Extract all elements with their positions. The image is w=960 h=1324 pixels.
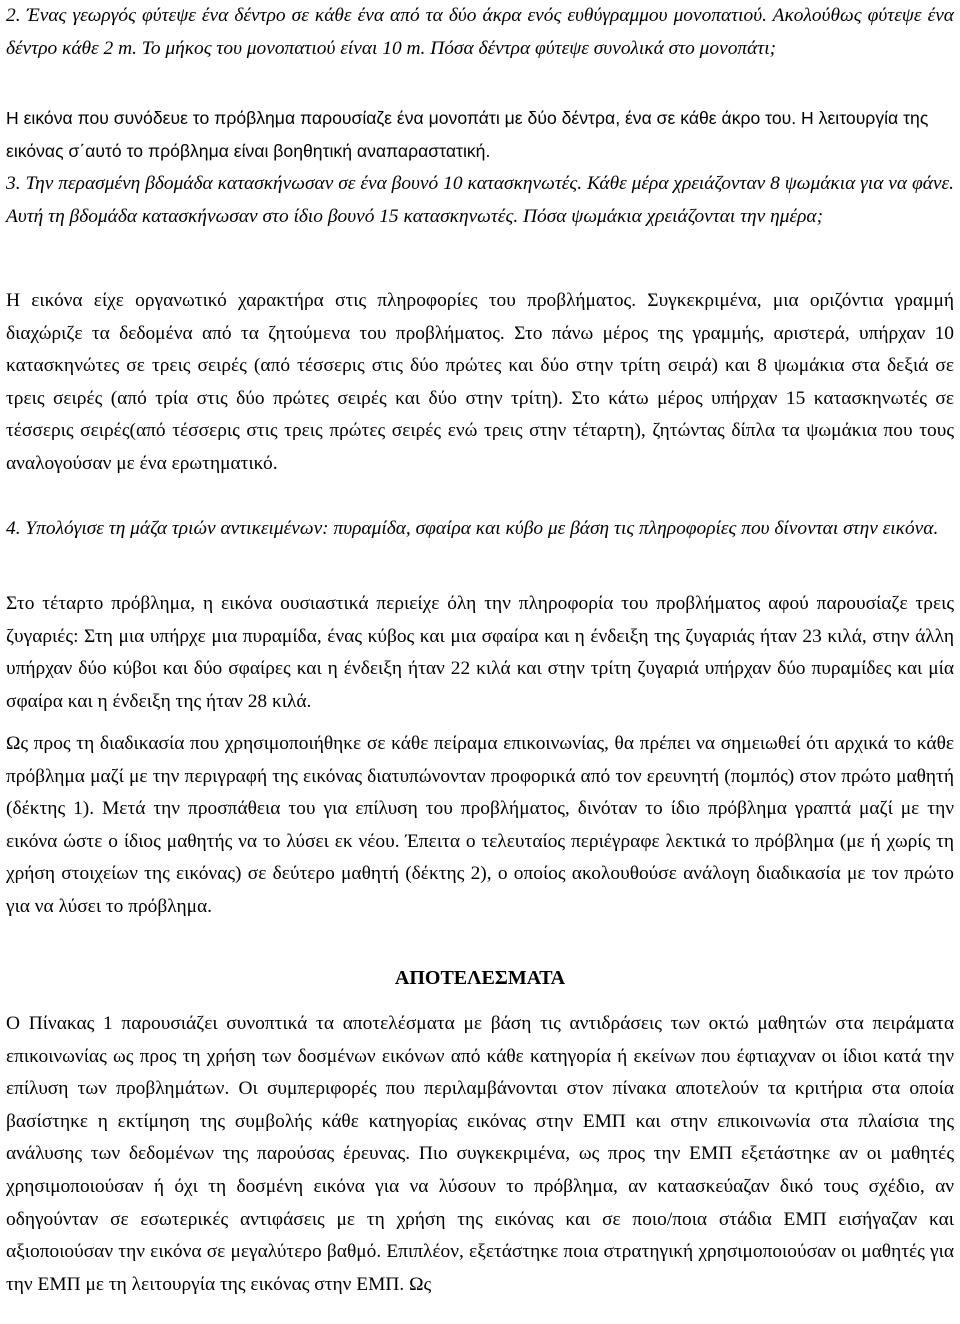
problem-2-image-description: Η εικόνα που συνόδευε το πρόβλημα παρουσίαζε ένα μονοπάτι με δύο δέντρα, ένα σε κάθε άκρο του. Η λειτουργία της εικόνας σ΄αυτό το πρόβλημα είναι βοηθητική αναπαραστατική. — [6, 108, 929, 161]
results-heading: ΑΠΟΤΕΛΕΣΜΑΤΑ — [394, 967, 566, 989]
procedure-paragraph: Ως προς τη διαδικασία που χρησιμοποιήθηκε σε κάθε πείραμα επικοινωνίας, θα πρέπει να σημειωθεί ότι αρχικά το κάθε πρόβλημα μαζί με την περιγραφή της εικόνας διατυπώνονταν προφορικά από τον ερευνητή (πομπός) στον πρώτο μαθητή (δέκτης 1). Μετά την προσπάθεια του για επίλυση του προβλήματος, δινόταν το ίδιο πρόβλημα γραπτά μαζί με την εικόνα ώστε ο ίδιος μαθητής να το λύσει εκ νέου. Έπειτα ο τελευταίος περιέγραφε λεκτικά το πρόβλημα (με ή χωρίς τη χρήση στοιχείων της εικόνας) σε δεύτερο μαθητή (δέκτης 2), ο οποίος ακολουθούσε ανάλογη διαδικασία με τον πρώτο για να λύσει το πρόβλημα. — [6, 733, 954, 917]
results-paragraph: Ο Πίνακας 1 παρουσιάζει συνοπτικά τα αποτελέσματα με βάση τις αντιδράσεις των οκτώ μαθητών στα πειράματα επικοινωνίας ως προς τη χρήση των δοσμένων εικόνων από κάθε κατηγορία ή εκείνων που έφτιαχναν οι ίδιοι κατά την επίλυση των προβλημάτων. Οι συμπεριφορές που περιλαμβάνονται στον πίνακα αποτελούν τα κριτήρια στα οποία βασίστηκε η εκτίμηση της συμβολής κάθε κατηγορίας εικόνας στην ΕΜΠ και στην επικοινωνία στα πλαίσια της ανάλυσης των δεδομένων της παρούσας έρευνας. Πιο συγκεκριμένα, ως προς την ΕΜΠ εξετάστηκε αν οι μαθητές χρησιμοποιούσαν ή όχι τη δοσμένη εικόνα για να λύσουν το πρόβλημα, αν κατασκεύαζαν δικό τους σχέδιο, αν οδηγούνταν σε εσωτερικές αντιφάσεις με τη χρήση της εικόνας και σε ποιο/ποια στάδια ΕΜΠ εισήγαζαν και αξιοποιούσαν την εικόνα σε μεγαλύτερο βαθμό. Επιπλέον, εξετάστηκε ποια στρατηγική χρησιμοποιούσαν οι μαθητές για την ΕΜΠ με τη λειτουργία της εικόνας στην ΕΜΠ. Ως — [6, 1013, 954, 1295]
problem-3-image-description: Η εικόνα είχε οργανωτικό χαρακτήρα στις πληροφορίες του προβλήματος. Συγκεκριμένα, μια οριζόντια γραμμή διαχώριζε τα δεδομένα από τα ζητούμενα του προβλήματος. Στο πάνω μέρος της γραμμής, αριστερά, υπήρχαν 10 κατασκηνώτες σε τρεις σειρές (από τέσσερις στις δύο πρώτες και δύο στην τρίτη σειρά) και 8 ψωμάκια στα δεξιά σε τρεις σειρές (από τρία στις δύο πρώτες σειρές και δύο στην τρίτη). Στο κάτω μέρος υπήρχαν 15 κατασκηνωτές σε τέσσερις σειρές(από τέσσερις στις τρεις πρώτες σειρές ενώ τρεις στην τέταρτη), ζητώντας δίπλα τα ψωμάκια που τους αναλογούσαν με ένα ερωτηματικό. — [6, 290, 954, 474]
problem-4-image-description: Στο τέταρτο πρόβλημα, η εικόνα ουσιαστικά περιείχε όλη την πληροφορία του προβλήματος αφού παρουσίαζε τρεις ζυγαριές: Στη μια υπήρχε μια πυραμίδα, ένας κύβος και μια σφαίρα και η ένδειξη της ζυγαριάς ήταν 23 κιλά, στην άλλη υπήρχαν δύο κύβοι και δύο σφαίρες και η ένδειξη ήταν 22 κιλά και στην τρίτη ζυγαριά υπήρχαν δύο πυραμίδες και μία σφαίρα και η ένδειξη της ήταν 28 κιλά. — [6, 593, 954, 712]
problem-3-statement: 3. Την περασμένη βδομάδα κατασκήνωσαν σε ένα βουνό 10 κατασκηνωτές. Κάθε μέρα χρειάζονταν 8 ψωμάκια για να φάνε. Αυτή τη βδομάδα κατασκήνωσαν στο ίδιο βουνό 15 κατασκηνωτές. Πόσα ψωμάκια χρειάζονται την ημέρα; — [6, 173, 954, 227]
problem-4-statement: 4. Υπολόγισε τη μάζα τριών αντικειμένων: πυραμίδα, σφαίρα και κύβο με βάση τις πληροφορίες που δίνονται στην εικόνα. — [6, 518, 939, 539]
problem-2-statement: 2. Ένας γεωργός φύτεψε ένα δέντρο σε κάθε ένα από τα δύο άκρα ενός ευθύγραμμου μονοπατιού. Ακολούθως φύτεψε ένα δέντρο κάθε 2 m. Το μήκος του μονοπατιού είναι 10 m. Πόσα δέντρα φύτεψε συνολικά στο μονοπάτι; — [6, 5, 954, 59]
